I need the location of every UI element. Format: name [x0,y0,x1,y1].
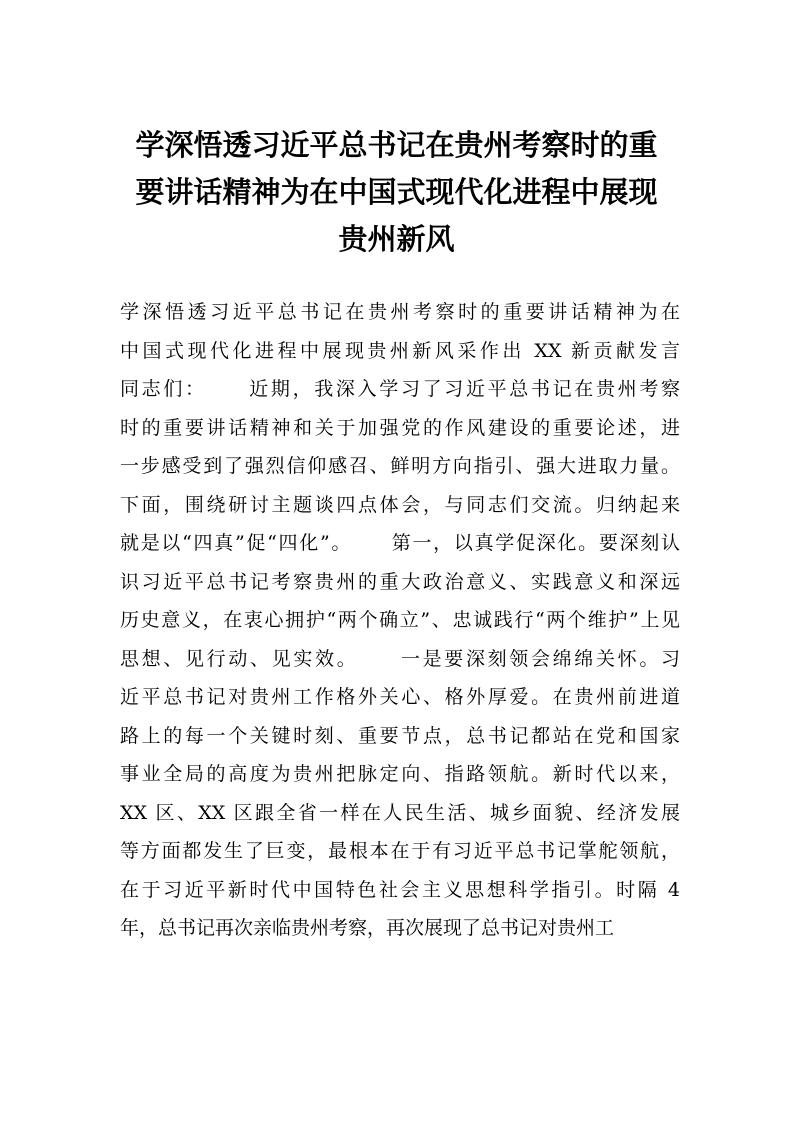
body-line: 事业全局的高度为贵州把脉定向、指路领航。新时代以来， [120,763,680,785]
body-line: 等方面都发生了巨变，最根本在于有习近平总书记掌舵领航， [120,840,680,862]
body-line: 历史意义，在衷心拥护“两个确立”、忠诚践行“两个维护”上见 [120,609,680,631]
body-line: 中国式现代化进程中展现贵州新风采作出 XX 新贡献发言 [120,339,680,362]
document-title [110,122,683,263]
body-line: 一步感受到了强烈信仰感召、鲜明方向指引、强大进取力量。 [120,455,680,477]
body-line: 时的重要讲话精神和关于加强党的作风建设的重要论述，进 [120,416,680,439]
body-line: 近平总书记对贵州工作格外关心、格外厚爱。在贵州前进道 [120,686,680,708]
body-line: 下面，围绕研讨主题谈四点体会，与同志们交流。归纳起来 [120,493,680,516]
body-line: 学深悟透习近平总书记在贵州考察时的重要讲话精神为在 [120,301,680,323]
body-line: 路上的每一个关键时刻、重要节点，总书记都站在党和国家 [120,724,680,747]
body-line: 就是以“四真”促“四化”。 第一，以真学促深化。要深刻认 [120,532,680,554]
title-line: 学深悟透习近平总书记在贵州考察时的重 [135,128,658,162]
body-line: 在于习近平新时代中国特色社会主义思想科学指引。时隔 4 [120,878,680,901]
body-line: XX 区、XX 区跟全省一样在人民生活、城乡面貌、经济发展 [120,801,680,824]
document-body [120,293,680,948]
body-line: 年，总书记再次亲临贵州考察，再次展现了总书记对贵州工 [120,917,615,939]
body-line: 识习近平总书记考察贵州的重大政治意义、实践意义和深远 [120,570,680,593]
body-line: 同志们： 近期，我深入学习了习近平总书记在贵州考察 [120,378,680,400]
body-line: 思想、见行动、见实效。 一是要深刻领会绵绵关怀。习 [120,647,680,670]
title-line: 要讲话精神为在中国式现代化进程中展现 [135,175,658,209]
title-line: 贵州新风 [338,222,455,256]
